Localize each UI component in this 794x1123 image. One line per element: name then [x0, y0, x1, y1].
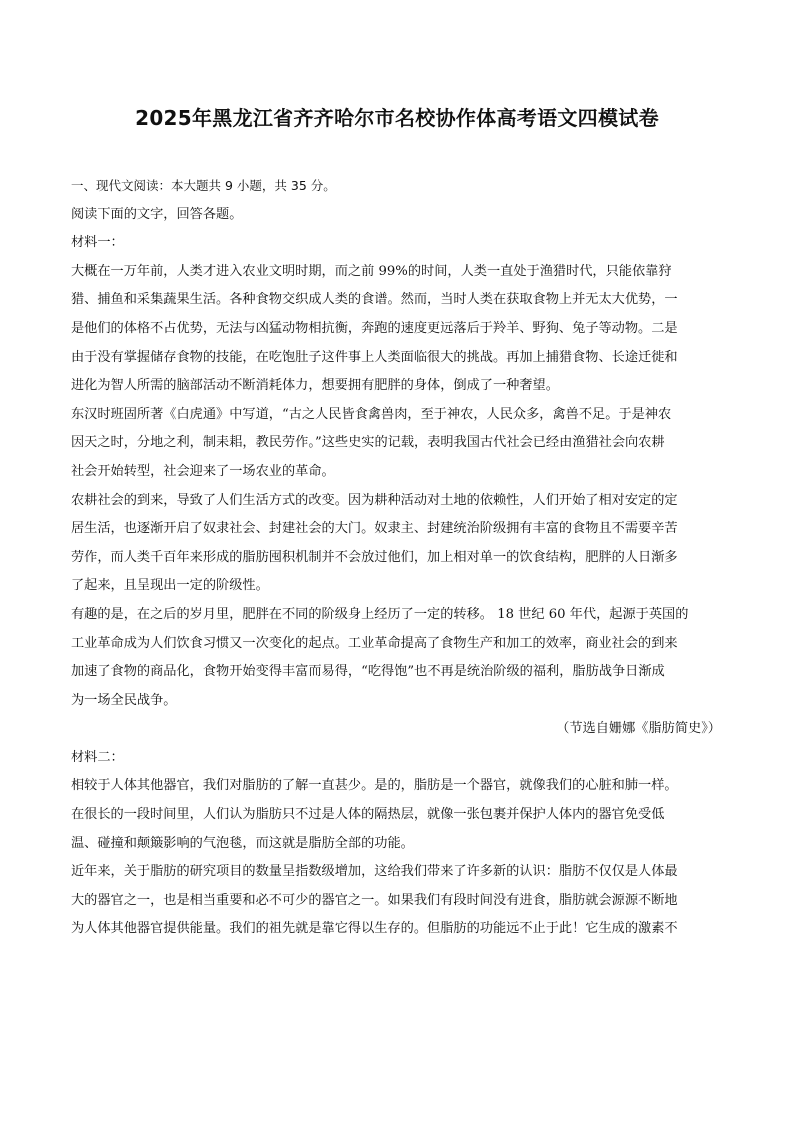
material1-line: 农耕社会的到来，导致了人们生活方式的改变。因为耕种活动对土地的依赖性，人们开始了相对安定的定	[71, 492, 678, 508]
material1-line: 加速了食物的商品化，食物开始变得丰富而易得，“吃得饱”也不再是统治阶级的福利，脂肪战争日渐成	[71, 664, 665, 680]
material1-line: 大概在一万年前，人类才进入农业文明时期，而之前 99%的时间，人类一直处于渔猎时代，只能依靠狩	[71, 263, 672, 279]
material2-line: 在很长的一段时间里，人们认为脂肪只不过是人体的隔热层，就像一张包裹并保护人体内的器官免受低	[71, 807, 665, 823]
material1-line: 因天之时，分地之利，制耒耜，教民劳作。”这些史实的记载，表明我国古代社会已经由渔猎社会向农耕	[71, 435, 665, 451]
material2-line: 大的器官之一，也是相当重要和必不可少的器官之一。如果我们有段时间没有进食，脂肪就会源源不断地	[71, 892, 678, 908]
material1-line: 有趣的是，在之后的岁月里，肥胖在不同的阶级身上经历了一定的转移。 18 世纪 60 年代，起源于英国的	[71, 606, 689, 622]
material2-line: 相较于人体其他器官，我们对脂肪的了解一直甚少。是的，脂肪是一个器官，就像我们的心脏和肺一样。	[71, 778, 678, 794]
material1-line: 工业革命成为人们饮食习惯又一次变化的起点。工业革命提高了食物生产和加工的效率，商业社会的到来	[71, 635, 678, 651]
material1-line: 由于没有掌握储存食物的技能，在吃饱肚子这件事上人类面临很大的挑战。再加上捕猎食物、长途迁徙和	[71, 349, 678, 365]
material1-line: 劳作，而人类千百年来形成的脂肪囤积机制并不会放过他们，加上相对单一的饮食结构，肥胖的人日渐多	[71, 549, 678, 565]
material1-line: 社会开始转型，社会迎来了一场农业的革命。	[71, 463, 335, 479]
material1-line: 居生活，也逐渐开启了奴隶社会、封建社会的大门。奴隶主、封建统治阶级拥有丰富的食物且不需要辛苦	[71, 521, 678, 537]
instruction-text: 阅读下面的文字，回答各题。	[71, 206, 243, 222]
section-heading: 一、现代文阅读：本大题共 9 小题，共 35 分。	[71, 178, 336, 193]
material1-line: 为一场全民战争。	[71, 692, 177, 708]
material1-label: 材料一：	[71, 235, 124, 251]
material1-line: 猎、捕鱼和采集蔬果生活。各种食物交织成人类的食谱。然而，当时人类在获取食物上并无太大优势，一	[71, 292, 678, 308]
material2-line: 近年来，关于脂肪的研究项目的数量呈指数级增加，这给我们带来了许多新的认识：脂肪不仅仅是人体最	[71, 864, 678, 880]
material1-line: 东汉时班固所著《白虎通》中写道，“古之人民皆食禽兽肉，至于神农，人民众多，禽兽不足。于是神农	[71, 406, 672, 422]
material2-label: 材料二：	[71, 749, 124, 765]
material2-line: 为人体其他器官提供能量。我们的祖先就是靠它得以生存的。但脂肪的功能远不止于此！它生成的激素不	[71, 921, 678, 937]
material1-line: 进化为智人所需的脑部活动不断消耗体力，想要拥有肥胖的身体，倒成了一种奢望。	[71, 378, 559, 394]
material1-source: （节选自姗娜《脂肪简史》）	[556, 721, 721, 737]
material2-line: 温、碰撞和颠簸影响的气泡毯，而这就是脂肪全部的功能。	[71, 835, 414, 851]
material1-line: 了起来，且呈现出一定的阶级性。	[71, 578, 269, 594]
material1-line: 是他们的体格不占优势，无法与凶猛动物相抗衡，奔跑的速度更远落后于羚羊、野狗、兔子等动物。二是	[71, 320, 678, 336]
document-title: 2025年黑龙江省齐齐哈尔市名校协作体高考语文四模试卷	[135, 106, 659, 130]
document-body	[71, 172, 721, 944]
